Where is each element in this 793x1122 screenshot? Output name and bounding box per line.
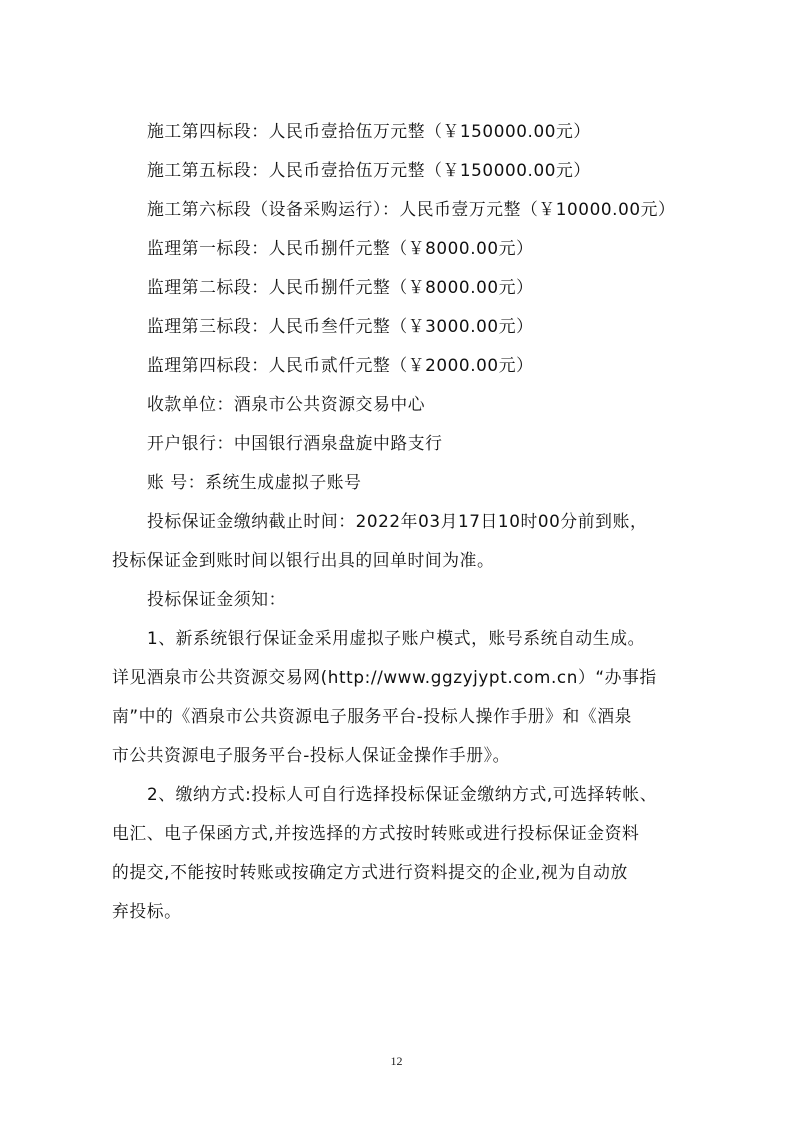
bank-line: 开户银行：中国银行酒泉盘旋中路支行 [147, 433, 443, 453]
notice-item-1-line-4: 市公共资源电子服务平台-投标人保证金操作手册》。 [112, 745, 511, 765]
notice-item-1-line-2: 详见酒泉市公共资源交易网(http://www.ggzyjypt.com.cn）“办事指 [112, 667, 657, 687]
notice-item-1-line-3: 南”中的《酒泉市公共资源电子服务平台-投标人操作手册》和《酒泉 [112, 706, 633, 726]
bond-line-construction-section-4: 施工第四标段：人民币壹拾伍万元整（￥150000.00元） [147, 121, 591, 141]
notice-item-2-line-2: 电汇、电子保函方式,并按选择的方式按时转账或进行投标保证金资料 [112, 823, 640, 843]
bond-line-supervision-section-2: 监理第二标段：人民币捌仟元整（￥8000.00元） [147, 277, 534, 297]
bond-line-construction-section-5: 施工第五标段：人民币壹拾伍万元整（￥150000.00元） [147, 160, 591, 180]
account-line: 账 号：系统生成虚拟子账号 [147, 472, 362, 492]
bond-line-construction-section-6: 施工第六标段（设备采购运行）：人民币壹万元整（￥10000.00元） [147, 199, 676, 219]
bond-line-supervision-section-1: 监理第一标段：人民币捌仟元整（￥8000.00元） [147, 238, 534, 258]
bond-line-supervision-section-3: 监理第三标段：人民币叁仟元整（￥3000.00元） [147, 316, 534, 336]
notice-heading: 投标保证金须知： [147, 589, 287, 609]
notice-item-2-line-1: 2、缴纳方式:投标人可自行选择投标保证金缴纳方式,可选择转帐、 [147, 784, 658, 804]
bond-line-supervision-section-4: 监理第四标段：人民币贰仟元整（￥2000.00元） [147, 355, 534, 375]
page-number: 12 [390, 1054, 403, 1068]
notice-item-2-line-3: 的提交,不能按时转账或按确定方式进行资料提交的企业,视为自动放 [112, 862, 628, 882]
notice-item-2-line-4: 弃投标。 [112, 901, 182, 921]
deadline-paragraph-line-2: 投标保证金到账时间以银行出具的回单时间为准。 [112, 550, 495, 570]
payee-line: 收款单位：酒泉市公共资源交易中心 [147, 394, 426, 414]
deadline-paragraph-line-1: 投标保证金缴纳截止时间：2022年03月17日10时00分前到账， [147, 511, 648, 531]
notice-item-1-line-1: 1、新系统银行保证金采用虚拟子账户模式，账号系统自动生成。 [147, 628, 645, 648]
